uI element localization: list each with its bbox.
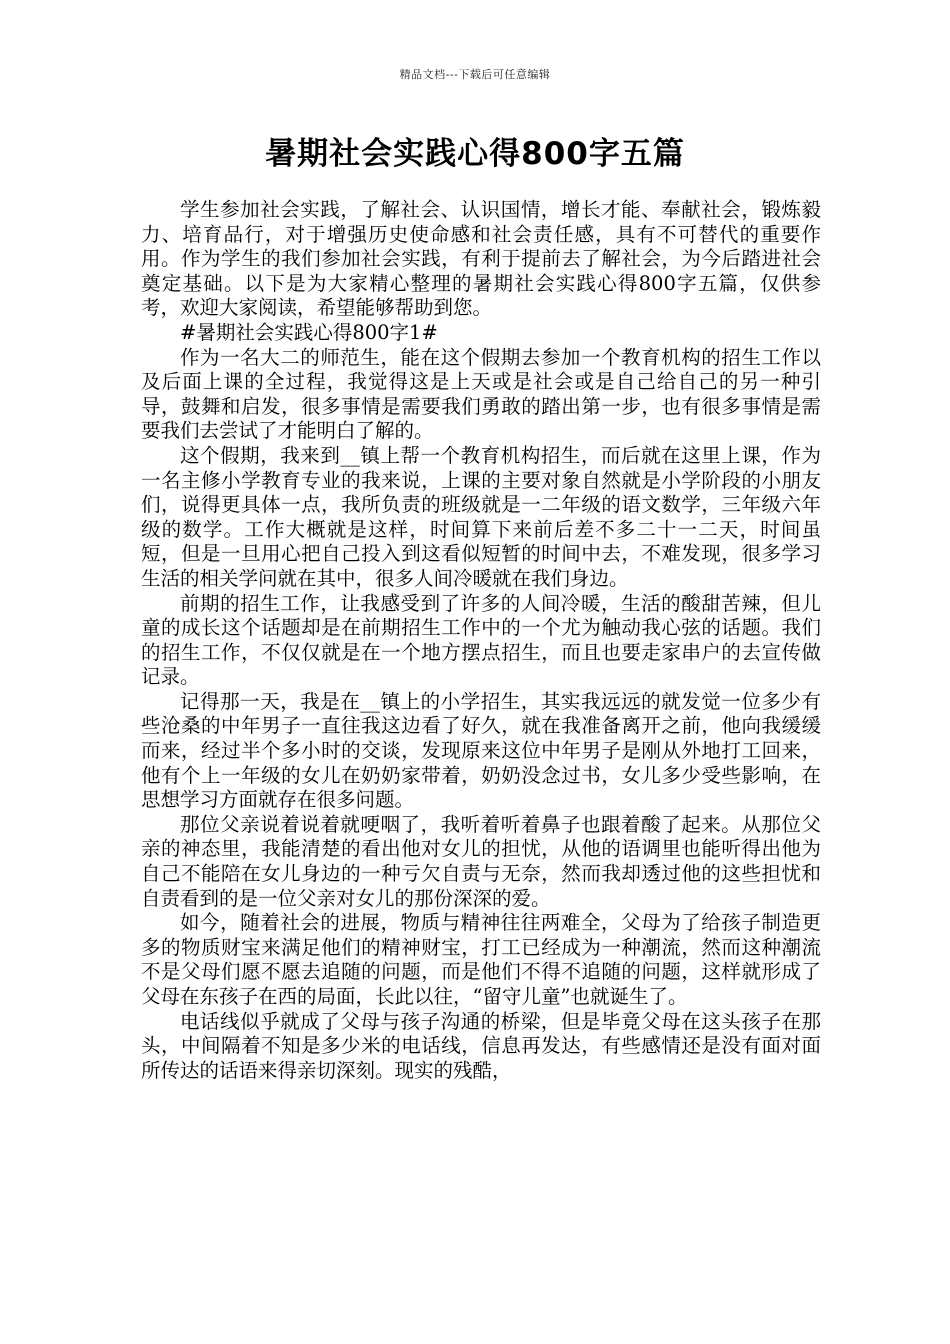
body-paragraph: 记得那一天，我是在__镇上的小学招生，其实我远远的就发觉一位多少有些沧桑的中年男子一直往我这边看了好久，就在我准备离开之前，他向我缓缓而来，经过半个多小时的交谈，发现原来这位中年男子是刚从外地打工回来，他有个上一年级的女儿在奶奶家带着，奶奶没念过书，女儿多少受些影响，在思想学习方面就存在很多问题。: [141, 689, 821, 812]
document-title: 暑期社会实践心得800字五篇: [265, 136, 685, 172]
body-paragraph: 电话线似乎就成了父母与孩子沟通的桥梁，但是毕竟父母在这头孩子在那头，中间隔着不知是多少米的电话线，信息再发达，有些感情还是没有面对面所传达的话语来得亲切深刻。现实的残酷，: [141, 1009, 821, 1082]
body-paragraph: 如今，随着社会的进展，物质与精神往往两难全，父母为了给孩子制造更多的物质财宝来满足他们的精神财宝，打工已经成为一种潮流，然而这种潮流不是父母们愿不愿去追随的问题，而是他们不得不追随的问题，这样就形成了父母在东孩子在西的局面，长此以往，“留守儿童”也就诞生了。: [141, 911, 821, 1008]
body-paragraph: 前期的招生工作，让我感受到了许多的人间冷暖，生活的酸甜苦辣，但儿童的成长这个话题却是在前期招生工作中的一个尤为触动我心弦的话题。我们的招生工作，不仅仅就是在一个地方摆点招生，而且也要走家串户的去宣传做记录。: [141, 591, 821, 689]
body-paragraph: 那位父亲说着说着就哽咽了，我听着听着鼻子也跟着酸了起来。从那位父亲的神态里，我能清楚的看出他对女儿的担忧，从他的语调里也能听得出他为自己不能陪在女儿身边的一种亏欠自责与无奈，然而我却透过他的这些担忧和自责看到的是一位父亲对女儿的那份深深的爱。: [141, 812, 821, 910]
body-paragraph: 作为一名大二的师范生，能在这个假期去参加一个教育机构的招生工作以及后面上课的全过程，我觉得这是上天或是社会或是自己给自己的另一种引导，鼓舞和启发，很多事情是需要我们勇敢的踏出第一步，也有很多事情是需要我们去尝试了才能明白了解的。: [141, 345, 821, 443]
section-heading: #暑期社会实践心得800字1#: [180, 320, 438, 344]
body-paragraph: 这个假期，我来到__镇上帮一个教育机构招生，而后就在这里上课，作为一名主修小学教育专业的我来说，上课的主要对象自然就是小学阶段的小朋友们，说得更具体一点，我所负责的班级就是一二年级的语文数学，三年级六年级的数学。工作大概就是这样，时间算下来前后差不多二十一二天，时间虽短，但是一旦用心把自己投入到这看似短暂的时间中去，不难发现，很多学习生活的相关学问就在其中，很多人间冷暖就在我们身边。: [141, 443, 821, 590]
document-body: [141, 198, 821, 1083]
intro-paragraph: 学生参加社会实践，了解社会、认识国情，增长才能、奉献社会，锻炼毅力、培育品行，对于增强历史使命感和社会责任感，具有不可替代的重要作用。作为学生的我们参加社会实践，有利于提前去了解社会，为今后踏进社会奠定基础。以下是为大家精心整理的暑期社会实践心得800字五篇，仅供参考，欢迎大家阅读，希望能够帮助到您。: [141, 198, 821, 320]
header-note: 精品文档---下载后可任意编辑: [399, 68, 551, 81]
